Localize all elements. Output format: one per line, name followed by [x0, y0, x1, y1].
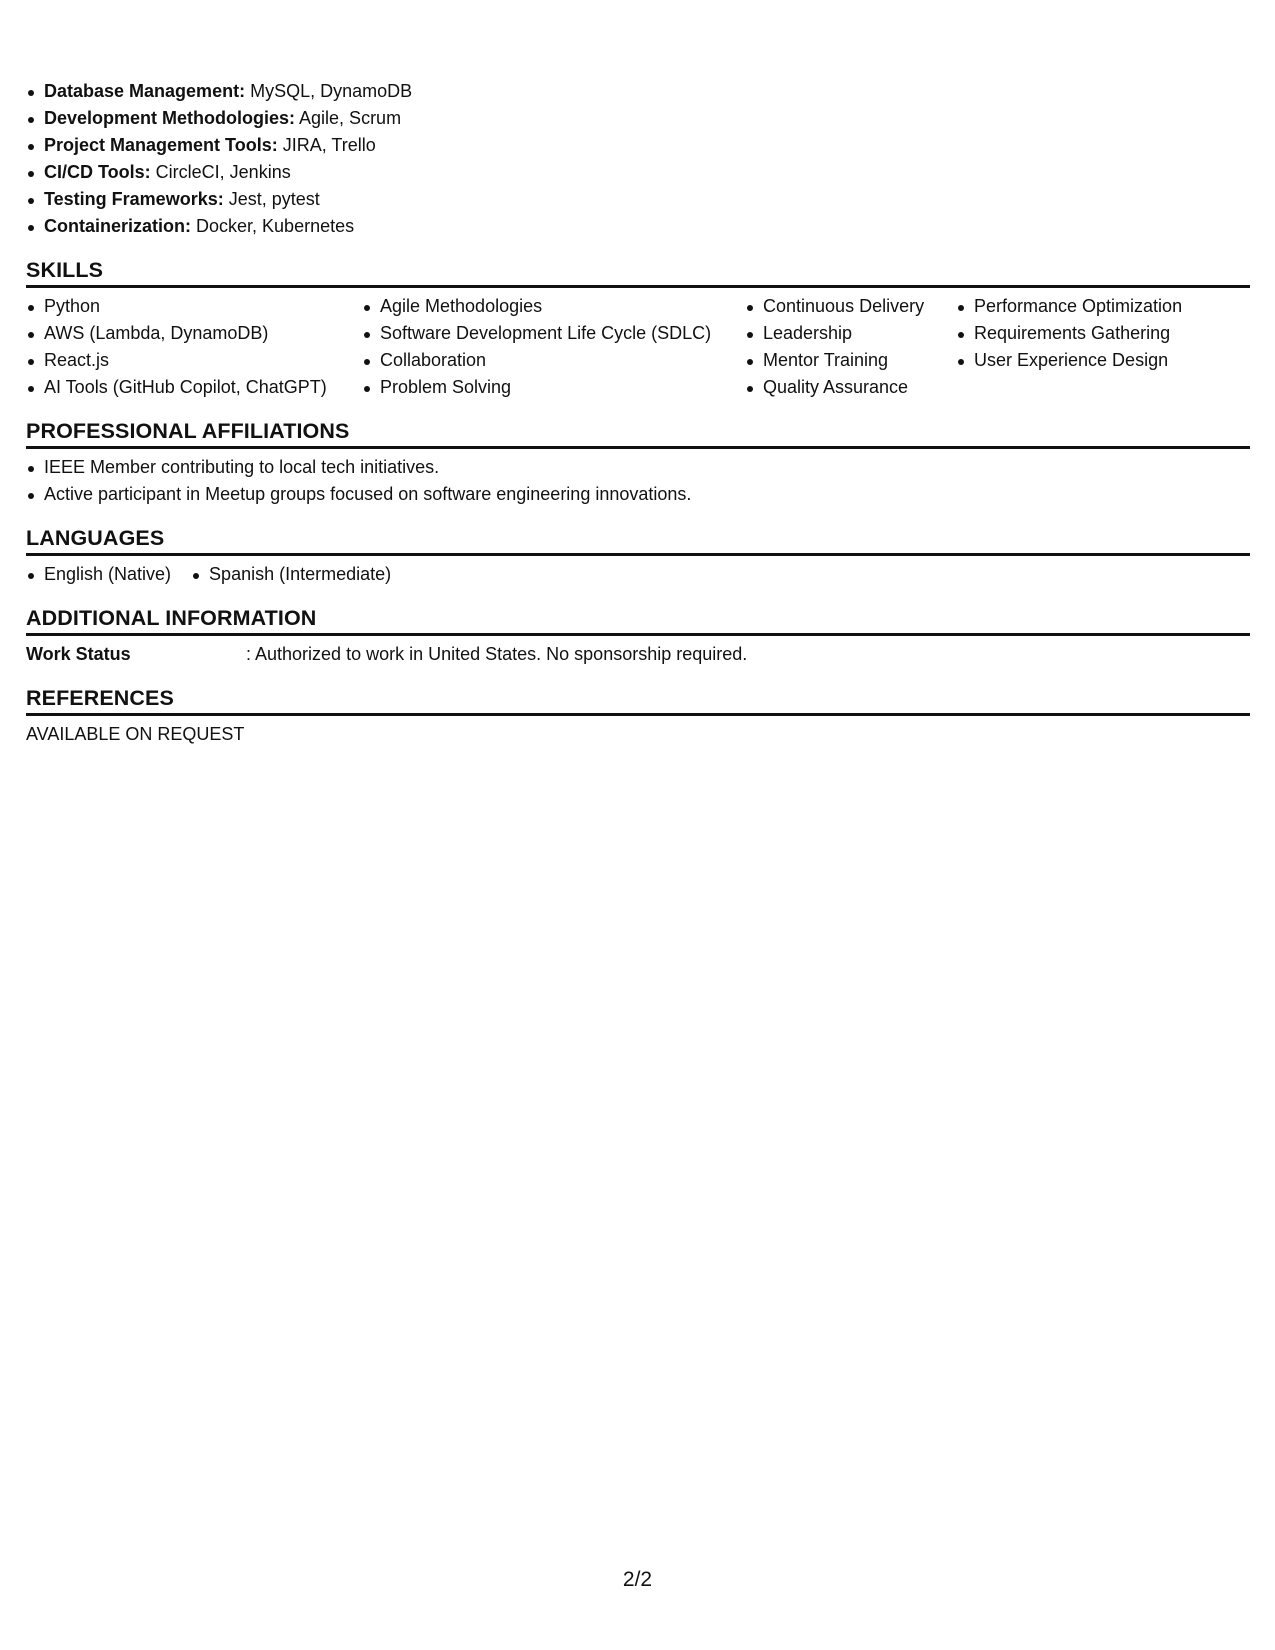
skill-item: Agile Methodologies: [362, 293, 745, 320]
references-text: AVAILABLE ON REQUEST: [26, 724, 245, 744]
language-item: English (Native): [26, 561, 171, 588]
affiliations-section: [26, 417, 1250, 508]
skill-item: Python: [26, 293, 362, 320]
list-item: [26, 159, 1250, 186]
resume-page: [26, 78, 1250, 748]
list-item: Active participant in Meetup groups focused on software engineering innovations.: [26, 481, 1250, 508]
tool-label: Project Management Tools:: [44, 135, 278, 155]
languages-list: [26, 556, 1250, 588]
skill-item: AWS (Lambda, DynamoDB): [26, 320, 362, 347]
tool-label: Database Management:: [44, 81, 246, 101]
skills-grid: [26, 288, 1250, 401]
skill-item: Collaboration: [362, 347, 745, 374]
skill-item: Requirements Gathering: [956, 320, 1216, 347]
additional-info-section: [26, 604, 1250, 668]
skills-column: [26, 293, 362, 401]
section-title-references: REFERENCES: [26, 684, 1250, 716]
section-title-additional-info: ADDITIONAL INFORMATION: [26, 604, 1250, 636]
skill-item: Software Development Life Cycle (SDLC): [362, 320, 745, 347]
tool-value: JIRA, Trello: [282, 135, 376, 155]
section-title-skills: SKILLS: [26, 256, 1250, 288]
skills-section: [26, 256, 1250, 401]
tool-value: MySQL, DynamoDB: [250, 81, 413, 101]
skill-item: React.js: [26, 347, 362, 374]
list-item: [26, 132, 1250, 159]
skill-item: Performance Optimization: [956, 293, 1216, 320]
section-title-affiliations: PROFESSIONAL AFFILIATIONS: [26, 417, 1250, 449]
work-status-label: Work Status: [26, 644, 131, 664]
skills-column: [362, 293, 745, 401]
work-status-row: [26, 636, 1250, 668]
language-item: Spanish (Intermediate): [191, 561, 391, 588]
skill-item: Quality Assurance: [745, 374, 956, 401]
tool-label: Development Methodologies:: [44, 108, 296, 128]
tool-label: Testing Frameworks:: [44, 189, 224, 209]
tool-value: CircleCI, Jenkins: [155, 162, 291, 182]
tool-label: Containerization:: [44, 216, 191, 236]
tool-value: Jest, pytest: [228, 189, 320, 209]
skill-item: Continuous Delivery: [745, 293, 956, 320]
languages-section: [26, 524, 1250, 588]
tool-value: Docker, Kubernetes: [196, 216, 355, 236]
list-item: [26, 186, 1250, 213]
list-item: IEEE Member contributing to local tech initiatives.: [26, 454, 1250, 481]
list-item: [26, 78, 1250, 105]
tool-label: CI/CD Tools:: [44, 162, 151, 182]
skill-item: Problem Solving: [362, 374, 745, 401]
list-item: [26, 105, 1250, 132]
section-title-languages: LANGUAGES: [26, 524, 1250, 556]
skills-column: [745, 293, 956, 401]
list-item: [26, 213, 1250, 240]
page-number: 2/2: [622, 1568, 653, 1591]
skill-item: Leadership: [745, 320, 956, 347]
skill-item: Mentor Training: [745, 347, 956, 374]
references-section: [26, 684, 1250, 748]
work-status-value: : Authorized to work in United States. No sponsorship required.: [246, 644, 748, 664]
tools-list: [26, 78, 1250, 240]
skill-item: User Experience Design: [956, 347, 1216, 374]
affiliations-list: [26, 449, 1250, 508]
skill-item: AI Tools (GitHub Copilot, ChatGPT): [26, 374, 362, 401]
skills-column: [956, 293, 1216, 401]
tool-value: Agile, Scrum: [299, 108, 402, 128]
